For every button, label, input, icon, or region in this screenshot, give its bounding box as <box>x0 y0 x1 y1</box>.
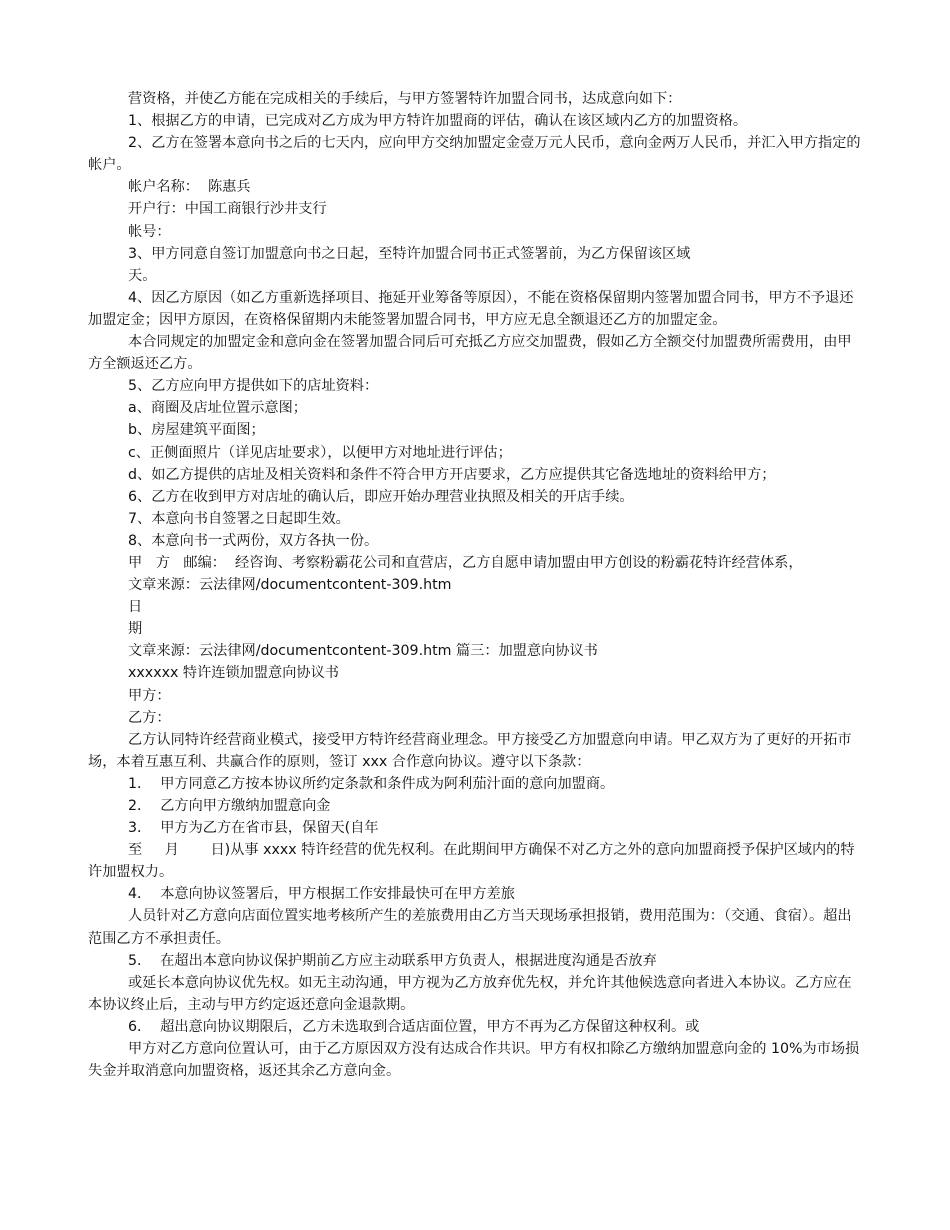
paragraph-intro-continuation: 营资格，并使乙方能在完成相关的手续后，与甲方签署特许加盟合同书，达成意向如下： <box>128 91 682 107</box>
document-page <box>88 88 864 1082</box>
agreement-clause-6: 6． 超出意向协议期限后，乙方未选取到合适店面位置，甲方不再为乙方保留这种权利。或 <box>128 1018 700 1035</box>
date-label-qi: 期 <box>128 621 143 638</box>
paragraph-clause-3-days: 天。 <box>128 267 157 284</box>
agreement-clause-4-continued: 人员针对乙方意向店面位置实地考核所产生的差旅费用由乙方当天现场承担报销，费用范围为：（交通、食宿）。超出范围乙方不承担责任。 <box>88 908 852 947</box>
agreement-clause-4: 4． 本意向协议签署后，甲方根据工作安排最快可在甲方差旅 <box>128 886 515 903</box>
paragraph-clause-6: 6、乙方在收到甲方对店址的确认后，即应开始办理营业执照及相关的开店手续。 <box>128 488 634 505</box>
account-name-line: 帐户名称： 陈惠兵 <box>128 179 251 196</box>
list-item-b: b、房屋建筑平面图； <box>128 422 265 439</box>
paragraph-agreement-preamble: 乙方认同特许经营商业模式，接受甲方特许经营商业理念。甲方接受乙方加盟意向申请。甲乙双方为了更好的开拓市场，本着互惠互利、共赢合作的原则，签订 xxx 合作意向协议。遵守以下条款： <box>88 731 852 770</box>
account-number-line: 帐号： <box>128 223 171 240</box>
party-a-postcode-line: 甲 方 邮编： 经咨询、考察粉霸花公司和直营店，乙方自愿申请加盟由甲方创设的粉霸花特许经营体系， <box>128 554 803 571</box>
agreement-clause-5-continued: 或延长本意向协议优先权。如无主动沟通，甲方视为乙方放弃优先权，并允许其他候选意向者进入本协议。乙方应在本协议终止后，主动与甲方约定返还意向金退款期。 <box>88 974 852 1013</box>
date-label-ri: 日 <box>128 599 143 616</box>
source-line: 文章来源：云法律网/documentcontent-309.htm <box>128 577 452 594</box>
agreement-clause-6-continued: 甲方对乙方意向位置认可，由于乙方原因双方没有达成合作共识。甲方有权扣除乙方缴纳加盟意向金的 10%为市场损失金并取消意向加盟资格，返还其余乙方意向金。 <box>88 1041 860 1080</box>
paragraph-deposit-offset: 本合同规定的加盟定金和意向金在签署加盟合同后可充抵乙方应交加盟费，假如乙方全额交付加盟费所需费用，由甲方全额返还乙方。 <box>88 334 852 373</box>
paragraph-clause-2: 2、乙方在签署本意向书之后的七天内，应向甲方交纳加盟定金壹万元人民币，意向金两万人民币，并汇入甲方指定的帐户。 <box>88 135 861 174</box>
paragraph-clause-7: 7、本意向书自签署之日起即生效。 <box>128 510 350 527</box>
source-line-section-three: 文章来源：云法律网/documentcontent-309.htm 篇三：加盟意向协议书 <box>128 643 598 660</box>
list-item-d: d、如乙方提供的店址及相关资料和条件不符合甲方开店要求，乙方应提供其它备选地址的资料给甲方； <box>128 466 776 483</box>
agreement-clause-5: 5． 在超出本意向协议保护期前乙方应主动联系甲方负责人，根据进度沟通是否放弃 <box>128 952 657 969</box>
paragraph-clause-5: 5、乙方应向甲方提供如下的店址资料： <box>128 378 379 395</box>
agreement-clause-1: 1． 甲方同意乙方按本协议所约定条款和条件成为阿利茄汁面的意向加盟商。 <box>128 775 615 792</box>
paragraph-clause-3: 3、甲方同意自签订加盟意向书之日起，至特许加盟合同书正式签署前，为乙方保留该区域 <box>128 245 691 262</box>
paragraph-clause-4: 4、因乙方原因（如乙方重新选择项目、拖延开业筹备等原因），不能在资格保留期内签署加盟合同书，甲方不予退还加盟定金；因甲方原因，在资格保留期内未能签署加盟合同书，甲方应无息全额退还乙方的加盟定金。 <box>88 289 854 328</box>
agreement-clause-3: 3． 甲方为乙方在省市县，保留天(自年 <box>128 820 379 837</box>
agreement-clause-3-continued: 至 月 日)从事 xxxx 特许经营的优先权利。在此期间甲方确保不对乙方之外的意向加盟商授予保护区域内的特许加盟权力。 <box>88 842 855 881</box>
party-b-label: 乙方： <box>128 709 171 726</box>
bank-line: 开户行：中国工商银行沙井支行 <box>128 201 327 218</box>
agreement-clause-2: 2． 乙方向甲方缴纳加盟意向金 <box>128 798 331 814</box>
paragraph-clause-1: 1、根据乙方的申请，已完成对乙方成为甲方特许加盟商的评估，确认在该区域内乙方的加盟资格。 <box>128 113 748 130</box>
paragraph-clause-8: 8、本意向书一式两份，双方各执一份。 <box>128 532 379 549</box>
list-item-c: c、正侧面照片（详见店址要求），以便甲方对地址进行评估； <box>128 444 512 461</box>
party-a-label: 甲方： <box>128 687 171 704</box>
list-item-a: a、商圈及店址位置示意图； <box>128 400 307 417</box>
agreement-title: xxxxxx 特许连锁加盟意向协议书 <box>128 665 339 682</box>
